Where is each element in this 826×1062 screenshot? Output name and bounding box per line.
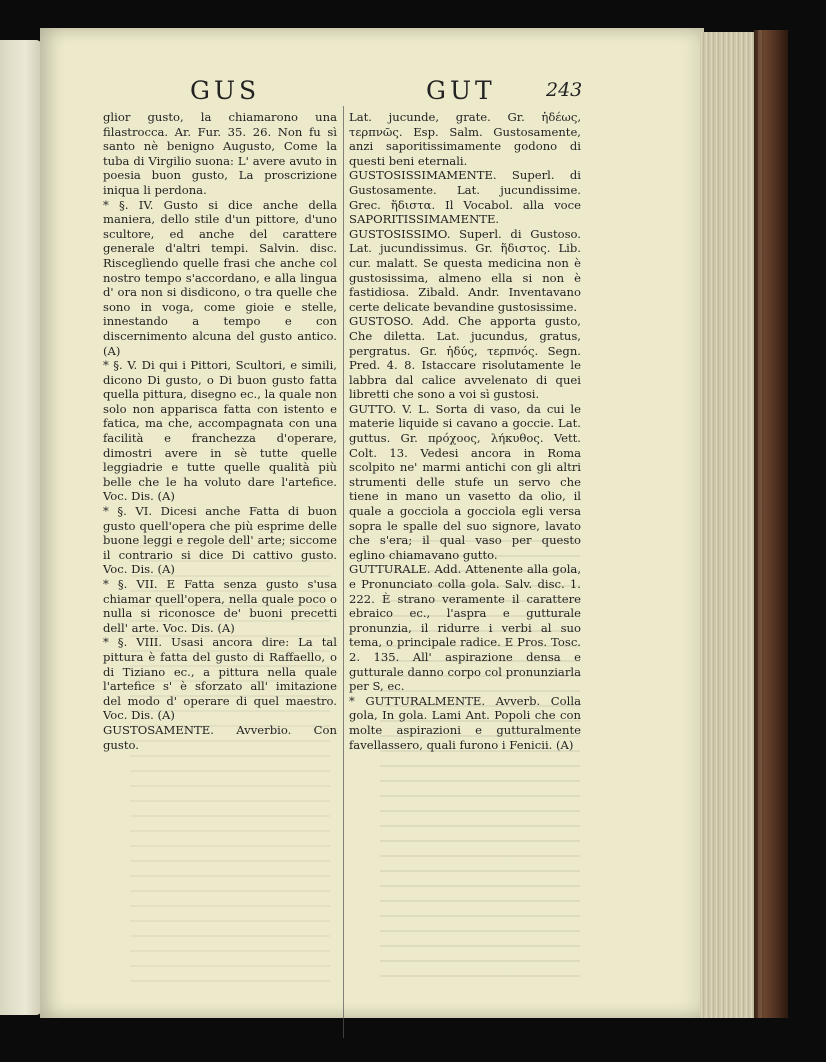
facing-page-edge (0, 40, 42, 1015)
paragraph: * §. VII. E Fatta senza gusto s'usa chiamar quell'opera, nella quale poco o nulla si riconosce de' buoni precetti dell' arte. Voc. Dis. (A) (103, 577, 337, 635)
page-edges (700, 32, 756, 1018)
paragraph: GUSTOSISSIMAMENTE. Superl. di Gustosamente. Lat. jucundissime. Grec. ἥδιστα. Il Vocabol. alla voce SAPORITISSIMAMENTE. (349, 168, 581, 227)
left-column (103, 110, 337, 752)
paragraph: * §. V. Di qui i Pittori, Scultori, e simili, dicono Di gusto, o Di buon gusto fatta quella pittura, disegno ec., la quale non solo non apparisca fatta con istento e fatica, ma che, accompagnata con una facilità e franchezza d'operare, dimostri avere in sè tutte quelle leggiadrie e tutte quelle qualità più belle che le ha voluto dare l'artefice. Voc. Dis. (A) (103, 358, 337, 504)
page-number: 243 (546, 79, 583, 101)
paragraph: * §. IV. Gusto si dice anche della maniera, dello stile d'un pittore, d'uno scultore, ed anche del carattere generale d'altri tempi. Salvin. disc. Risceglìendo quelle frasi che anche col nostro tempo s'accordano, e alla lingua d' ora non si disdicono, o tra quelle che sono in voga, come gioie e stelle, innestando a tempo e con discernimento alcuna del gusto antico. (A) (103, 197, 337, 358)
paragraph: GUSTOSISSIMO. Superl. di Gustoso. Lat. jucundissimus. Gr. ἥδιστος. Lib. cur. malatt. Se questa medicina non è gustosissima, almeno ella si non è fastidiosa. Zibald. Andr. Inventavano certe delicate bevandine gustosissime. (349, 226, 581, 314)
paragraph: GUTTO. V. L. Sorta di vaso, da cui le materie liquide si cavano a goccie. Lat. guttus. Gr. πρόχοος, λήκυθος. Vett. Colt. 13. Vedesi ancora in Roma scolpito ne' marmi antichi con gli altri strumenti delle stufe un servo che tiene in mano un vasetto da olio, il quale a gocciola a gocciola egli versa sopra le spalle del suo signore, lavato che s'era; il qual vaso per questo eglino chiamavano gutto. (349, 401, 581, 562)
running-head-right: GUT (426, 76, 496, 105)
column-rule (343, 106, 344, 1038)
paragraph: GUSTOSO. Add. Che apporta gusto, Che diletta. Lat. jucundus, gratus, pergratus. Gr. ἡδύς, τερπνός. Segn. Pred. 4. 8. Istaccare risolutamente le labbra dal calice avvelenato di quei libretti che sono a voi sì gustosi. (349, 314, 581, 402)
paragraph: * §. VI. Dicesi anche Fatta di buon gusto quell'opera che più esprime delle buone leggi e regole dell' arte; siccome il contrario si dice Di cattivo gusto. Voc. Dis. (A) (103, 504, 337, 577)
paragraph: * GUTTURALMENTE. Avverb. Colla gola, In gola. Lami Ant. Popoli che con molte aspirazioni e gutturalmente favellassero, quali furono i Fenicii. (A) (349, 693, 581, 752)
paragraph: Lat. jucunde, grate. Gr. ἡδέως, τερπνῶς. Esp. Salm. Gustosamente, anzi saporitissimamente godono di questi beni eternali. (349, 110, 581, 168)
running-head-left: GUS (190, 76, 261, 105)
paragraph: GUSTOSAMENTE. Avverbio. Con gusto. (103, 722, 337, 752)
book-cover (754, 30, 788, 1018)
paragraph: glior gusto, la chiamarono una filastrocca. Ar. Fur. 35. 26. Non fu sì santo nè benigno Augusto, Come la tuba di Virgilio suona: L' avere avuto in poesia buon gusto, La proscrizione iniqua li perdona. (103, 110, 337, 197)
paragraph: * §. VIII. Usasi ancora dire: La tal pittura è fatta del gusto di Raffaello, o di Tiziano ec., a pittura nella quale l'artefice s' è sforzato all' imitazione del modo d' operare di quel maestro. Voc. Dis. (A) (103, 635, 337, 723)
paragraph: GUTTURALE. Add. Attenente alla gola, e Pronunciato colla gola. Salv. disc. 1. 222. È strano veramente il carattere ebraico ec., l'aspra e gutturale pronunzia, il ridurre i verbi al suo tema, o principale radice. E Pros. Tosc. 2. 135. All' aspirazione densa e gutturale danno corpo col pronunziarla per S, ec. (349, 562, 581, 694)
right-column (349, 110, 581, 752)
